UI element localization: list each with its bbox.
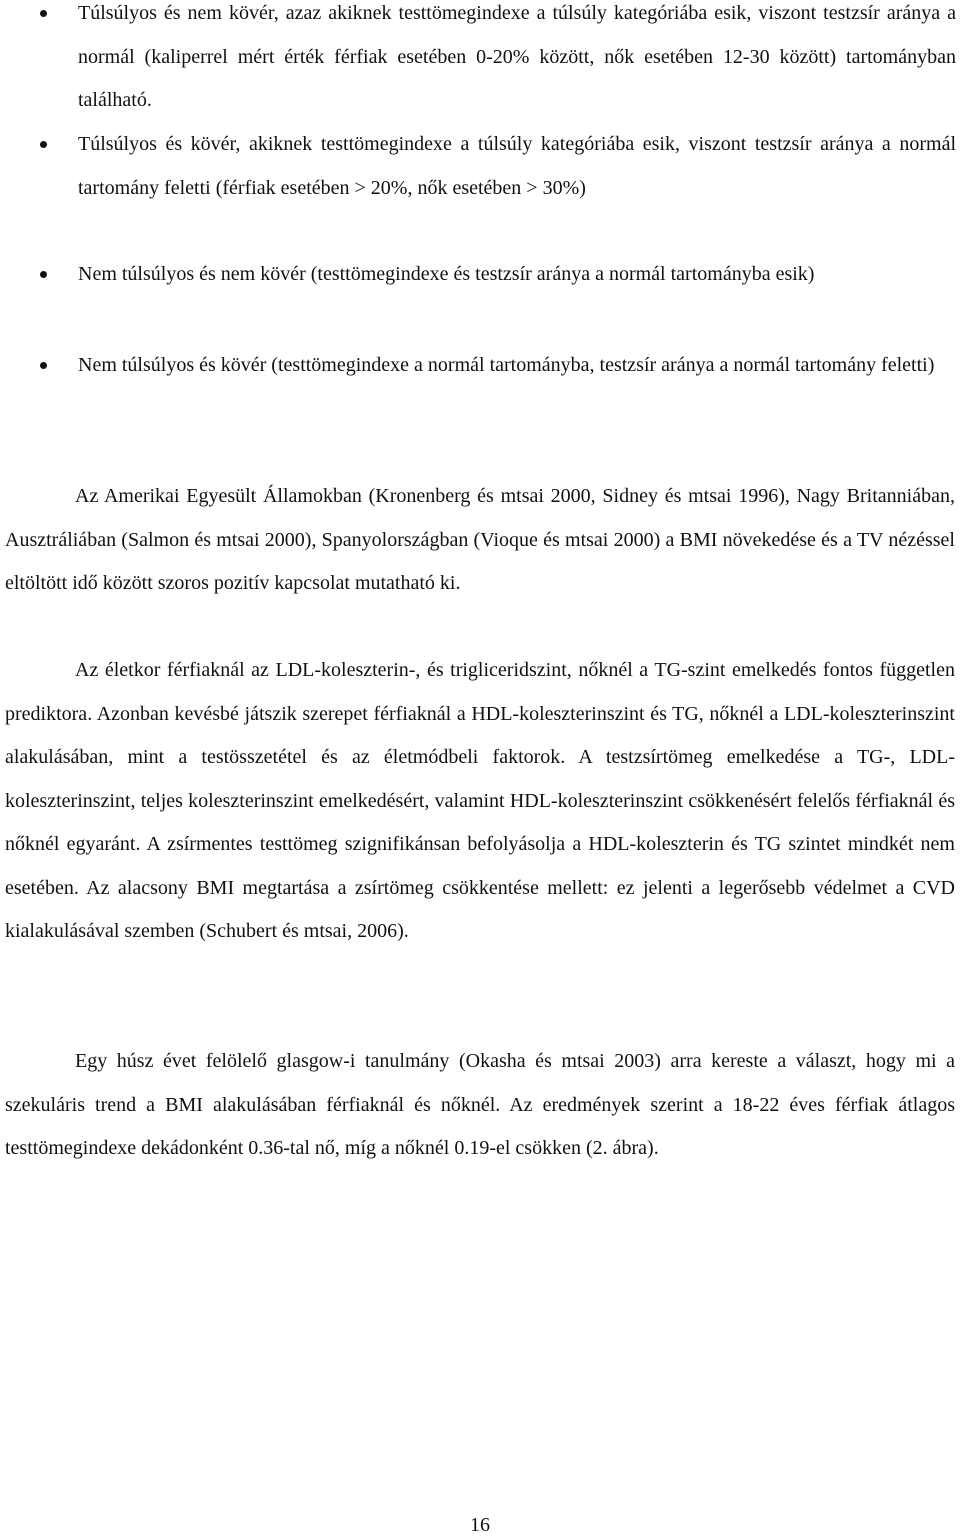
bullet-text: Nem túlsúlyos és kövér (testtömegindexe a normál tartományba, testzsír aránya a normál tartomány feletti) xyxy=(78,354,935,376)
bullet-icon xyxy=(40,141,47,148)
bullet-icon xyxy=(40,271,47,278)
page-number: 16 xyxy=(470,1514,490,1536)
paragraph: Egy húsz évet felölelő glasgow-i tanulmány (Okasha és mtsai 2003) arra kereste a választ, hogy mi a szekuláris trend a BMI alakulásában férfiaknál és nőknél. Az eredmények szerint a 18-22 éves férfiak átlagos testtömegindexe dekádonként 0.36-tal nő, míg a nőknél 0.19-el csökken (2. ábra). xyxy=(5,1050,955,1159)
bullet-text: Túlsúlyos és kövér, akiknek testtömegindexe a túlsúly kategóriába esik, viszont testzsír aránya a normál tartomány feletti (férfiak esetében > 20%, nők esetében > 30%) xyxy=(78,133,956,199)
bullet-text: Túlsúlyos és nem kövér, azaz akiknek testtömegindexe a túlsúly kategóriába esik, viszont testzsír aránya a normál (kaliperrel mért érték férfiak esetében 0-20% között, nők esetében 12-30 között) tartományban található. xyxy=(78,2,956,111)
paragraph: Az Amerikai Egyesült Államokban (Kronenberg és mtsai 2000, Sidney és mtsai 1996), Nagy Britanniában, Ausztráliában (Salmon és mtsai 2000), Spanyolországban (Vioque és mtsai 2000) a BMI növekedése és a TV nézéssel eltöltött idő között szoros pozitív kapcsolat mutatható ki. xyxy=(5,485,955,594)
paragraph: Az életkor férfiaknál az LDL-koleszterin-, és trigliceridszint, nőknél a TG-szint emelkedés fontos független prediktora. Azonban kevésbé játszik szerepet férfiaknál a HDL-koleszterinszint és TG, nőknél a LDL-koleszterinszint alakulásában, mint a testösszetétel és az életmódbeli faktorok. A testzsírtömeg emelkedése a TG-, LDL-koleszterinszint, teljes koleszterinszint emelkedésért, valamint HDL-koleszterinszint csökkenésért felelős férfiaknál és nőknél egyaránt. A zsírmentes testtömeg szignifikánsan befolyásolja a HDL-koleszterin és TG szintet mindkét nem esetében. Az alacsony BMI megtartása a zsírtömeg csökkentése mellett: ez jelenti a legerősebb védelmet a CVD kialakulásával szemben (Schubert és mtsai, 2006). xyxy=(5,659,955,942)
bullet-text: Nem túlsúlyos és nem kövér (testtömegindexe és testzsír aránya a normál tartományba esik) xyxy=(78,263,815,285)
bullet-icon xyxy=(40,10,47,17)
bullet-icon xyxy=(40,362,47,369)
